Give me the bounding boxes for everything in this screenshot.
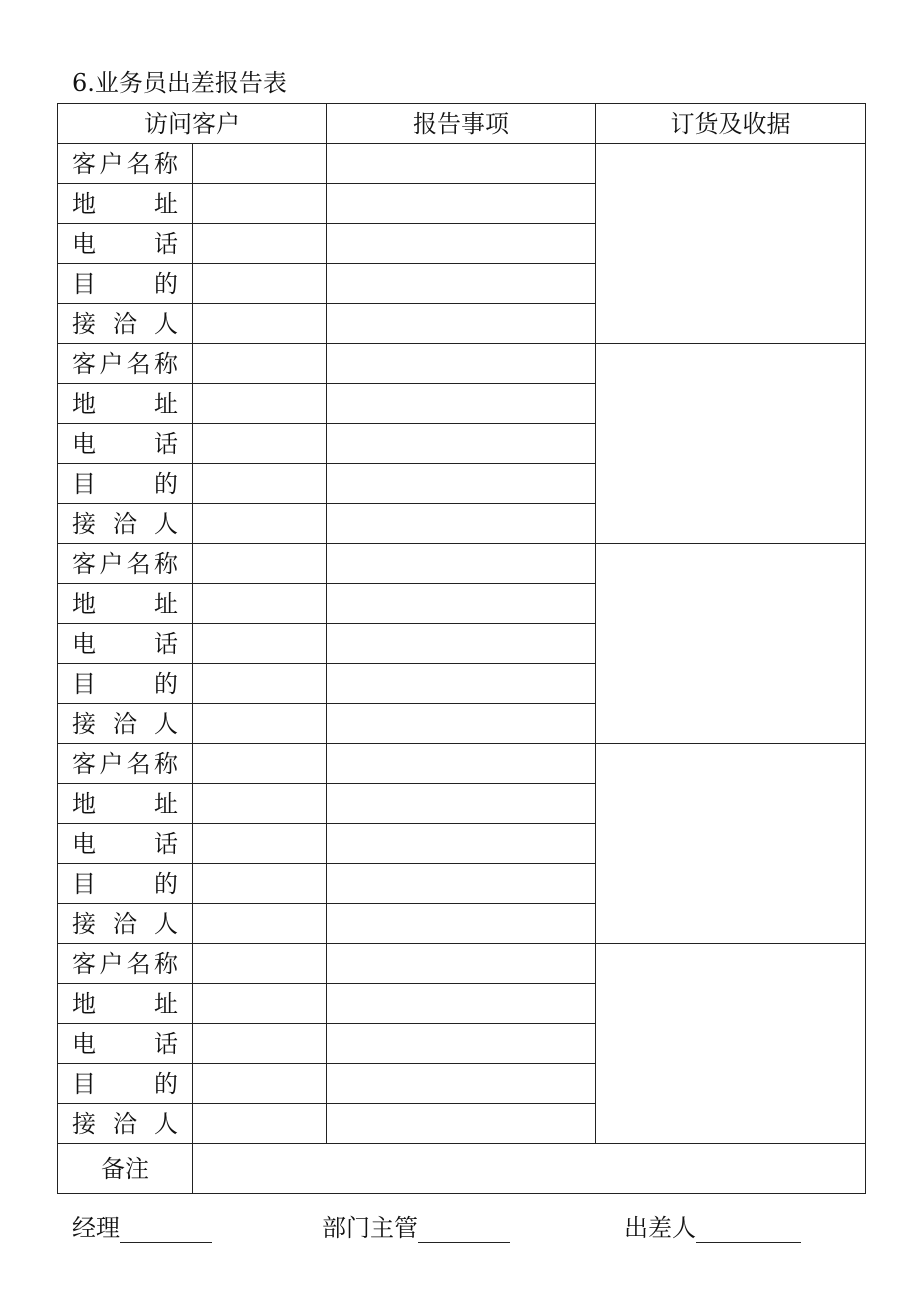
label-char: 的 xyxy=(154,1069,178,1098)
dept-head-signature xyxy=(322,1208,510,1243)
label-char: 地 xyxy=(72,589,96,618)
report-item-cell[interactable] xyxy=(327,504,596,544)
label-char: 人 xyxy=(154,1109,178,1138)
label-char: 客 xyxy=(72,149,96,178)
report-item-cell[interactable] xyxy=(327,304,596,344)
client-field-value-cell[interactable] xyxy=(193,144,327,184)
client-field-label-text xyxy=(72,869,178,898)
client-field-label xyxy=(58,1024,193,1064)
client-field-label xyxy=(58,944,193,984)
client-field-value-cell[interactable] xyxy=(193,664,327,704)
label-char: 人 xyxy=(154,709,178,738)
label-char: 目 xyxy=(72,869,96,898)
report-item-cell[interactable] xyxy=(327,864,596,904)
header-row xyxy=(58,104,866,144)
manager-signature-line[interactable] xyxy=(120,1216,212,1243)
report-item-cell[interactable] xyxy=(327,544,596,584)
client-field-value-cell[interactable] xyxy=(193,344,327,384)
client-field-label-text xyxy=(72,549,178,578)
client-field-label xyxy=(58,904,193,944)
label-char: 人 xyxy=(154,509,178,538)
label-char: 户 xyxy=(99,549,124,578)
client-field-value-cell[interactable] xyxy=(193,384,327,424)
report-item-cell[interactable] xyxy=(327,264,596,304)
client-field-label xyxy=(58,624,193,664)
page-title: 6.业务员出差报告表 xyxy=(72,69,287,97)
client-field-label-text xyxy=(72,949,178,978)
remarks-label: 备注 xyxy=(58,1144,193,1194)
client-field-label-text xyxy=(72,149,178,178)
report-item-cell[interactable] xyxy=(327,1064,596,1104)
report-item-cell[interactable] xyxy=(327,464,596,504)
header-order-receipt: 订货及收据 xyxy=(596,104,866,144)
report-item-cell[interactable] xyxy=(327,824,596,864)
label-char: 接 xyxy=(72,309,96,338)
report-item-cell[interactable] xyxy=(327,704,596,744)
label-char: 称 xyxy=(153,949,178,978)
client-field-label-text xyxy=(72,749,178,778)
label-char: 电 xyxy=(72,629,96,658)
manager-signature xyxy=(72,1208,212,1243)
client-field-label-text xyxy=(72,229,178,258)
client-field-label xyxy=(58,744,193,784)
header-visit-client: 访问客户 xyxy=(58,104,327,144)
report-item-cell[interactable] xyxy=(327,424,596,464)
report-item-cell[interactable] xyxy=(327,744,596,784)
report-item-cell[interactable] xyxy=(327,904,596,944)
label-char: 接 xyxy=(72,1109,96,1138)
report-item-cell[interactable] xyxy=(327,184,596,224)
label-char: 话 xyxy=(154,429,178,458)
label-char: 名 xyxy=(126,549,151,578)
client-field-label-text xyxy=(72,189,178,218)
label-char: 地 xyxy=(72,789,96,818)
label-char: 地 xyxy=(72,389,96,418)
report-item-cell[interactable] xyxy=(327,344,596,384)
label-char: 人 xyxy=(154,909,178,938)
client-field-row xyxy=(58,744,866,784)
label-char: 洽 xyxy=(113,509,137,538)
client-field-label xyxy=(58,544,193,584)
label-char: 话 xyxy=(154,229,178,258)
report-item-cell[interactable] xyxy=(327,1104,596,1144)
label-char: 话 xyxy=(154,629,178,658)
client-field-value-cell[interactable] xyxy=(193,824,327,864)
signature-footer xyxy=(0,1208,921,1240)
client-field-label xyxy=(58,864,193,904)
client-field-label xyxy=(58,1064,193,1104)
label-char: 户 xyxy=(99,349,124,378)
label-char: 话 xyxy=(154,1029,178,1058)
label-char: 客 xyxy=(72,549,96,578)
label-char: 户 xyxy=(99,149,124,178)
order-receipt-cell[interactable] xyxy=(596,144,866,344)
label-char: 址 xyxy=(154,589,178,618)
label-char: 址 xyxy=(154,789,178,818)
client-field-value-cell[interactable] xyxy=(193,944,327,984)
client-field-label-text xyxy=(72,1109,178,1138)
label-char: 洽 xyxy=(113,1109,137,1138)
label-char: 电 xyxy=(72,829,96,858)
label-char: 称 xyxy=(153,749,178,778)
client-field-label xyxy=(58,424,193,464)
report-item-cell[interactable] xyxy=(327,624,596,664)
label-char: 接 xyxy=(72,909,96,938)
label-char: 电 xyxy=(72,1029,96,1058)
dept-head-label: 部门主管 xyxy=(322,1214,418,1242)
order-receipt-cell[interactable] xyxy=(596,544,866,744)
label-char: 户 xyxy=(99,749,124,778)
client-field-label-text xyxy=(72,309,178,338)
client-field-label xyxy=(58,344,193,384)
traveler-label: 出差人 xyxy=(624,1214,696,1242)
client-field-label-text xyxy=(72,1069,178,1098)
client-field-value-cell[interactable] xyxy=(193,584,327,624)
label-char: 址 xyxy=(154,989,178,1018)
client-field-value-cell[interactable] xyxy=(193,304,327,344)
client-field-label xyxy=(58,784,193,824)
client-field-label-text xyxy=(72,909,178,938)
label-char: 地 xyxy=(72,189,96,218)
client-field-value-cell[interactable] xyxy=(193,864,327,904)
client-field-value-cell[interactable] xyxy=(193,424,327,464)
report-item-cell[interactable] xyxy=(327,1024,596,1064)
report-item-cell[interactable] xyxy=(327,664,596,704)
client-field-value-cell[interactable] xyxy=(193,184,327,224)
client-field-label xyxy=(58,184,193,224)
client-field-label xyxy=(58,704,193,744)
client-field-value-cell[interactable] xyxy=(193,1104,327,1144)
report-item-cell[interactable] xyxy=(327,784,596,824)
client-field-label xyxy=(58,504,193,544)
client-field-label-text xyxy=(72,709,178,738)
label-char: 的 xyxy=(154,269,178,298)
client-field-label xyxy=(58,824,193,864)
client-field-label xyxy=(58,1104,193,1144)
client-field-label-text xyxy=(72,389,178,418)
label-char: 的 xyxy=(154,469,178,498)
client-field-label-text xyxy=(72,349,178,378)
label-char: 名 xyxy=(126,949,151,978)
label-char: 洽 xyxy=(113,909,137,938)
label-char: 接 xyxy=(72,709,96,738)
client-field-label-text xyxy=(72,789,178,818)
label-char: 称 xyxy=(153,549,178,578)
traveler-signature xyxy=(624,1208,801,1243)
report-item-cell[interactable] xyxy=(327,144,596,184)
client-field-row xyxy=(58,144,866,184)
client-field-label-text xyxy=(72,1029,178,1058)
client-field-label-text xyxy=(72,829,178,858)
header-report-items: 报告事项 xyxy=(327,104,596,144)
client-field-label xyxy=(58,264,193,304)
travel-report-table xyxy=(57,103,866,1194)
label-char: 接 xyxy=(72,509,96,538)
report-item-cell[interactable] xyxy=(327,224,596,264)
client-field-value-cell[interactable] xyxy=(193,904,327,944)
remarks-field[interactable] xyxy=(193,1144,866,1194)
order-receipt-cell[interactable] xyxy=(596,744,866,944)
report-item-cell[interactable] xyxy=(327,384,596,424)
label-char: 目 xyxy=(72,1069,96,1098)
client-field-label xyxy=(58,224,193,264)
client-field-label xyxy=(58,984,193,1024)
label-char: 电 xyxy=(72,429,96,458)
client-field-value-cell[interactable] xyxy=(193,624,327,664)
client-field-row xyxy=(58,944,866,984)
label-char: 称 xyxy=(153,149,178,178)
client-field-row xyxy=(58,544,866,584)
order-receipt-cell[interactable] xyxy=(596,344,866,544)
label-char: 目 xyxy=(72,469,96,498)
client-field-value-cell[interactable] xyxy=(193,1064,327,1104)
client-field-label xyxy=(58,144,193,184)
client-field-label-text xyxy=(72,509,178,538)
label-char: 址 xyxy=(154,389,178,418)
client-field-label-text xyxy=(72,429,178,458)
label-char: 洽 xyxy=(113,709,137,738)
order-receipt-cell[interactable] xyxy=(596,944,866,1144)
client-field-row xyxy=(58,344,866,384)
label-char: 人 xyxy=(154,309,178,338)
client-field-value-cell[interactable] xyxy=(193,544,327,584)
remarks-row xyxy=(58,1144,866,1194)
client-field-value-cell[interactable] xyxy=(193,984,327,1024)
client-field-value-cell[interactable] xyxy=(193,264,327,304)
client-field-label xyxy=(58,304,193,344)
client-field-label-text xyxy=(72,669,178,698)
client-field-label xyxy=(58,584,193,624)
client-field-value-cell[interactable] xyxy=(193,744,327,784)
label-char: 名 xyxy=(126,749,151,778)
label-char: 称 xyxy=(153,349,178,378)
client-field-label xyxy=(58,664,193,704)
label-char: 名 xyxy=(126,149,151,178)
label-char: 洽 xyxy=(113,309,137,338)
client-field-label-text xyxy=(72,589,178,618)
client-field-value-cell[interactable] xyxy=(193,464,327,504)
report-item-cell[interactable] xyxy=(327,984,596,1024)
label-char: 的 xyxy=(154,869,178,898)
label-char: 目 xyxy=(72,269,96,298)
label-char: 客 xyxy=(72,949,96,978)
label-char: 电 xyxy=(72,229,96,258)
client-field-label xyxy=(58,464,193,504)
label-char: 户 xyxy=(99,949,124,978)
client-field-value-cell[interactable] xyxy=(193,504,327,544)
traveler-signature-line[interactable] xyxy=(696,1216,801,1243)
label-char: 址 xyxy=(154,189,178,218)
label-char: 地 xyxy=(72,989,96,1018)
client-field-label-text xyxy=(72,989,178,1018)
manager-label: 经理 xyxy=(72,1214,120,1242)
report-item-cell[interactable] xyxy=(327,584,596,624)
client-field-value-cell[interactable] xyxy=(193,704,327,744)
client-field-value-cell[interactable] xyxy=(193,784,327,824)
label-char: 话 xyxy=(154,829,178,858)
dept-head-signature-line[interactable] xyxy=(418,1216,510,1243)
report-item-cell[interactable] xyxy=(327,944,596,984)
client-field-value-cell[interactable] xyxy=(193,224,327,264)
label-char: 客 xyxy=(72,749,96,778)
label-char: 的 xyxy=(154,669,178,698)
client-field-label-text xyxy=(72,629,178,658)
label-char: 名 xyxy=(126,349,151,378)
label-char: 客 xyxy=(72,349,96,378)
client-field-label xyxy=(58,384,193,424)
client-field-label-text xyxy=(72,269,178,298)
client-field-value-cell[interactable] xyxy=(193,1024,327,1064)
client-field-label-text xyxy=(72,469,178,498)
label-char: 目 xyxy=(72,669,96,698)
